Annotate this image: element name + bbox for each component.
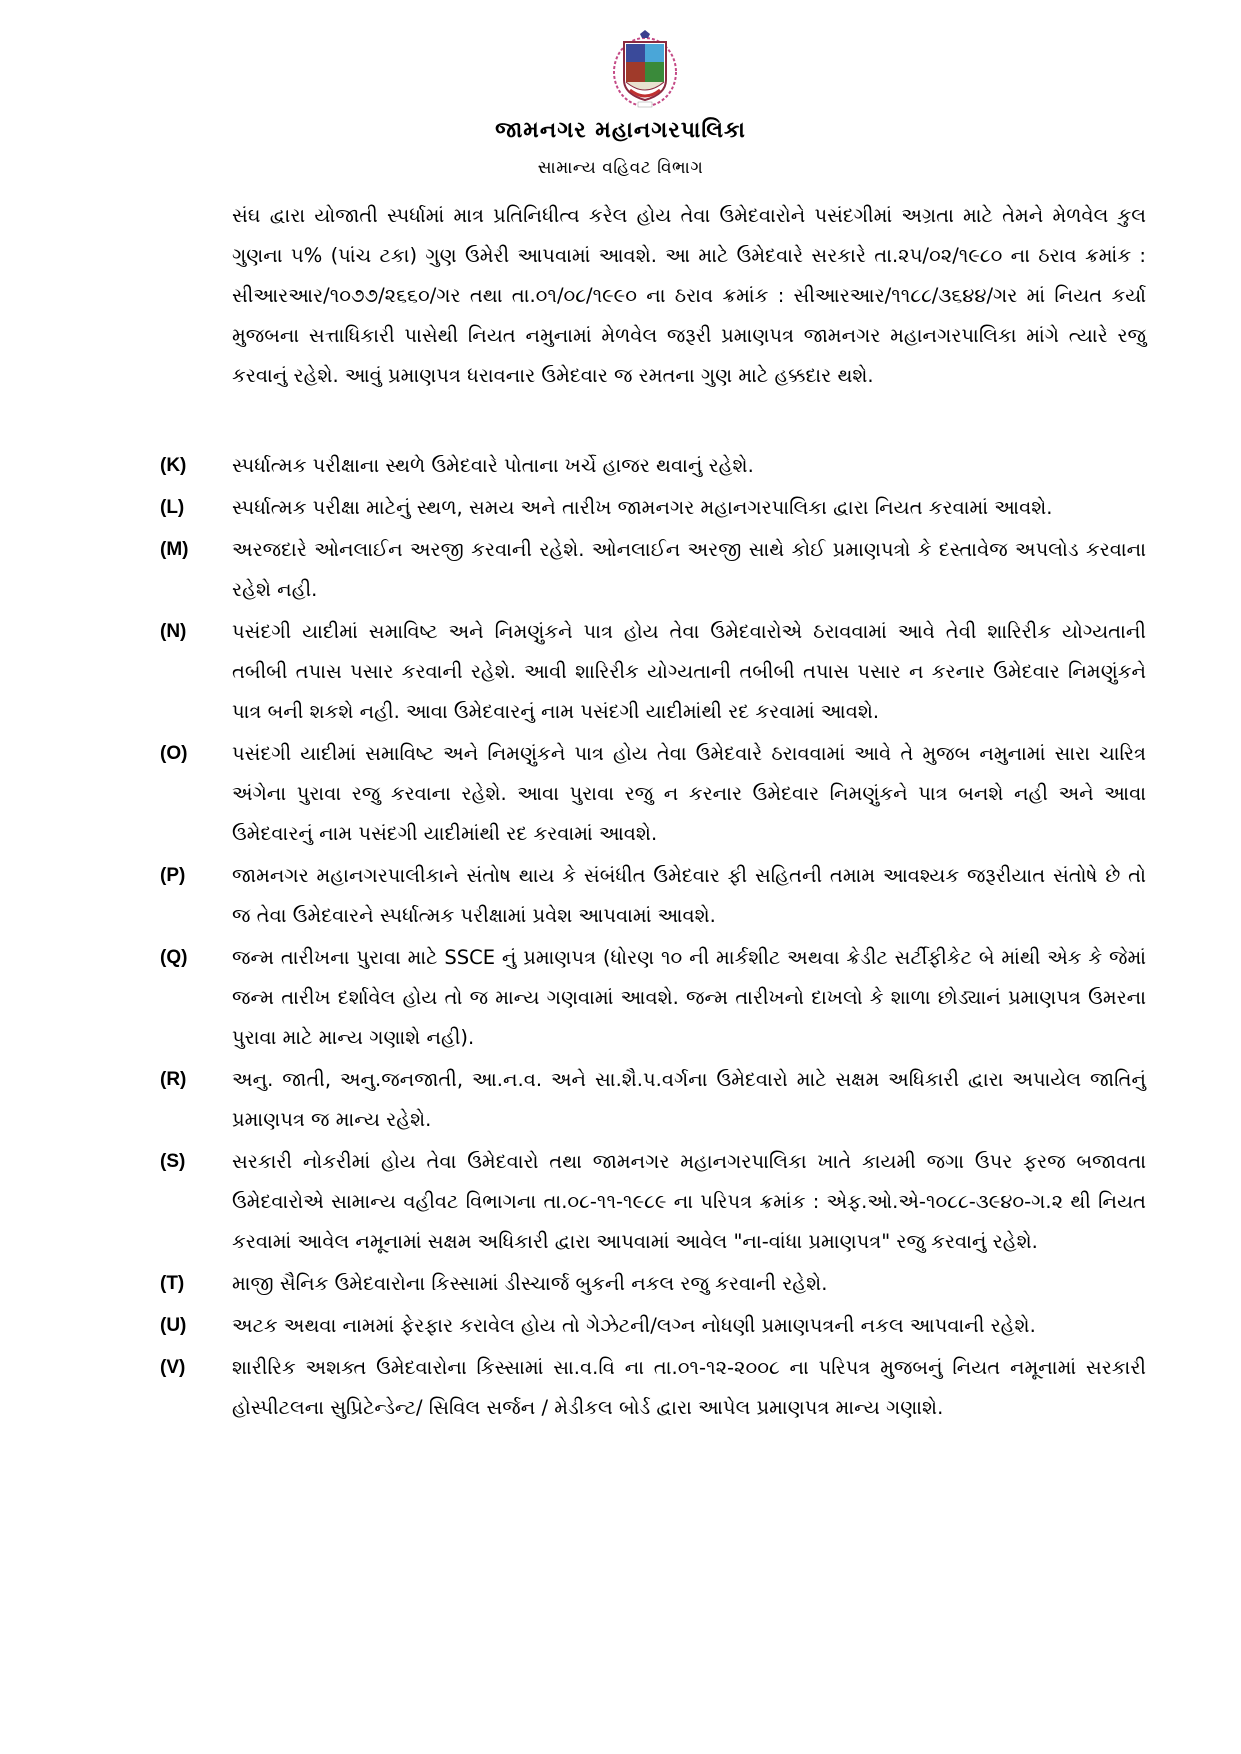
item-label: (M) (160, 539, 189, 560)
organization-title: જામનગર મહાનગરપાલિકા (495, 118, 746, 143)
item-label: (R) (160, 1069, 187, 1090)
list-item-n (160, 612, 1146, 732)
item-label: (O) (160, 743, 188, 764)
item-label: (K) (160, 455, 187, 476)
item-label: (N) (160, 621, 187, 642)
list-item-l (160, 488, 1146, 528)
list-item-k (160, 446, 1146, 486)
department-subtitle: સામાન્ય વહિવટ વિભાગ (537, 158, 704, 178)
item-text: અરજદારે ઓનલાઈન અરજી કરવાની રહેશે. ઓનલાઈન અરજી સાથે કોઈ પ્રમાણપત્રો કે દસ્તાવેજ અપલોડ કરવાના રહેશે નહી. (232, 538, 1146, 601)
municipal-emblem-icon (612, 28, 678, 110)
list-item-s (160, 1142, 1146, 1262)
item-text: અટક અથવા નામમાં ફેરફાર કરાવેલ હોય તો ગેઝેટની/લગ્ન નોધણી પ્રમાણપત્રની નકલ આપવાની રહેશે. (232, 1314, 1036, 1337)
item-text: અનુ. જાતી, અનુ.જનજાતી, આ.ન.વ. અને સા.શૈ.પ.વર્ગના ઉમેદવારો માટે સક્ષમ અધિકારી દ્વારા અપાયેલ જાતિનું પ્રમાણપત્ર જ માન્ય રહેશે. (232, 1068, 1146, 1131)
item-text: જામનગર મહાનગરપાલીકાને સંતોષ થાય કે સંબંધીત ઉમેદવાર ફી સહિતની તમામ આવશ્યક જરૂરીયાત સંતોષે છે તો જ તેવા ઉમેદવારને સ્પર્ધાત્મક પરીક્ષામાં પ્રવેશ આપવામાં આવશે. (232, 864, 1146, 927)
item-text: સ્પર્ધાત્મક પરીક્ષા માટેનું સ્થળ, સમય અને તારીખ જામનગર મહાનગરપાલિકા દ્વારા નિયત કરવામાં આવશે. (232, 496, 1053, 519)
list-item-q (160, 938, 1146, 1058)
item-label: (V) (160, 1357, 186, 1378)
list-item-p (160, 856, 1146, 936)
intro-paragraph: સંઘ દ્વારા યોજાતી સ્પર્ધામાં માત્ર પ્રતિનિધીત્વ કરેલ હોય તેવા ઉમેદવારોને પસંદગીમાં અગ્રતા માટે તેમને મેળવેલ કુલ ગુણના ૫% (પાંચ ટકા) ગુણ ઉમેરી આપવામાં આવશે. આ માટે ઉમેદવારે સરકારે તા.૨૫/૦૨/૧૯૮૦ ના ઠરાવ ક્રમાંક : સીઆરઆર/૧૦૭૭/૨૬૬૦/ગર તથા તા.૦૧/૦૮/૧૯૯૦ ના ઠરાવ ક્રમાંક : સીઆરઆર/૧૧૮૮/૩૬૪૪/ગર માં નિયત કર્યા મુજબના સત્તાધિકારી પાસેથી નિયત નમુનામાં મેળવેલ જરૂરી પ્રમાણપત્ર જામનગર મહાનગરપાલિકા માંગે ત્યારે રજુ કરવાનું રહેશે. આવું પ્રમાણપત્ર ધરાવનાર ઉમેદવાર જ રમતના ગુણ માટે હક્કદાર થશે. (232, 204, 1146, 387)
list-item-r (160, 1060, 1146, 1140)
item-label: (U) (160, 1315, 187, 1336)
list-item-o (160, 734, 1146, 854)
list-item-t (160, 1264, 1146, 1304)
item-label: (Q) (160, 947, 188, 968)
item-text: સરકારી નોકરીમાં હોય તેવા ઉમેદવારો તથા જામનગર મહાનગરપાલિકા ખાતે કાયમી જગા ઉપર ફરજ બજાવતા ઉમેદવારોએ સામાન્ય વહીવટ વિભાગના તા.૦૮-૧૧-૧૯૮૯ ના પરિપત્ર ક્રમાંક : એફ.ઓ.એ-૧૦૮૮-૩૯૪૦-ગ.૨ થી નિયત કરવામાં આવેલ નમૂનામાં સક્ષમ અધિકારી દ્વારા આપવામાં આવેલ "ના-વાંધા પ્રમાણપત્ર" રજુ કરવાનું રહેશે. (232, 1150, 1146, 1253)
item-label: (P) (160, 865, 186, 886)
item-label: (L) (160, 497, 185, 518)
item-label: (T) (160, 1273, 185, 1294)
item-text: શારીરિક અશક્ત ઉમેદવારોના કિસ્સામાં સા.વ.વિ ના તા.૦૧-૧૨-૨૦૦૮ ના પરિપત્ર મુજબનું નિયત નમૂનામાં સરકારી હોસ્પીટલના સુપ્રિટેન્ડેન્ટ/ સિવિલ સર્જન / મેડીકલ બોર્ડ દ્વારા આપેલ પ્રમાણપત્ર માન્ય ગણાશે. (232, 1356, 1146, 1419)
list-item-m (160, 530, 1146, 610)
item-text: માજી સૈનિક ઉમેદવારોના કિસ્સામાં ડીસ્ચાર્જ બુકની નકલ રજુ કરવાની રહેશે. (232, 1272, 828, 1295)
item-text: પસંદગી યાદીમાં સમાવિષ્ટ અને નિમણુંકને પાત્ર હોય તેવા ઉમેદવારોએ ઠરાવવામાં આવે તેવી શારિરીક યોગ્યતાની તબીબી તપાસ પસાર કરવાની રહેશે. આવી શારિરીક યોગ્યતાની તબીબી તપાસ પસાર ન કરનાર ઉમેદવાર નિમણુંકને પાત્ર બની શકશે નહી. આવા ઉમેદવારનું નામ પસંદગી યાદીમાંથી રદ કરવામાં આવશે. (232, 620, 1146, 723)
conditions-list (160, 446, 1146, 1430)
list-item-u (160, 1306, 1146, 1346)
item-label: (S) (160, 1151, 186, 1172)
item-text: જન્મ તારીખના પુરાવા માટે SSCE નું પ્રમાણપત્ર (ધોરણ ૧૦ ની માર્કશીટ અથવા ક્રેડીટ સર્ટીફીકેટ બે માંથી એક કે જેમાં જન્મ તારીખ દર્શાવેલ હોય તો જ માન્ય ગણવામાં આવશે. જન્મ તારીખનો દાખલો કે શાળા છોડ્યાનં પ્રમાણપત્ર ઉમરના પુરાવા માટે માન્ય ગણાશે નહી). (232, 946, 1146, 1049)
item-text: પસંદગી યાદીમાં સમાવિષ્ટ અને નિમણુંકને પાત્ર હોય તેવા ઉમેદવારે ઠરાવવામાં આવે તે મુજબ નમુનામાં સારા ચારિત્ર અંગેના પુરાવા રજુ કરવાના રહેશે. આવા પુરાવા રજુ ન કરનાર ઉમેદવાર નિમણુંકને પાત્ર બનશે નહી અને આવા ઉમેદવારનું નામ પસંદગી યાદીમાંથી રદ કરવામાં આવશે. (232, 742, 1146, 845)
item-text: સ્પર્ધાત્મક પરીક્ષાના સ્થળે ઉમેદવારે પોતાના ખર્ચે હાજર થવાનું રહેશે. (232, 454, 754, 477)
list-item-v (160, 1348, 1146, 1428)
